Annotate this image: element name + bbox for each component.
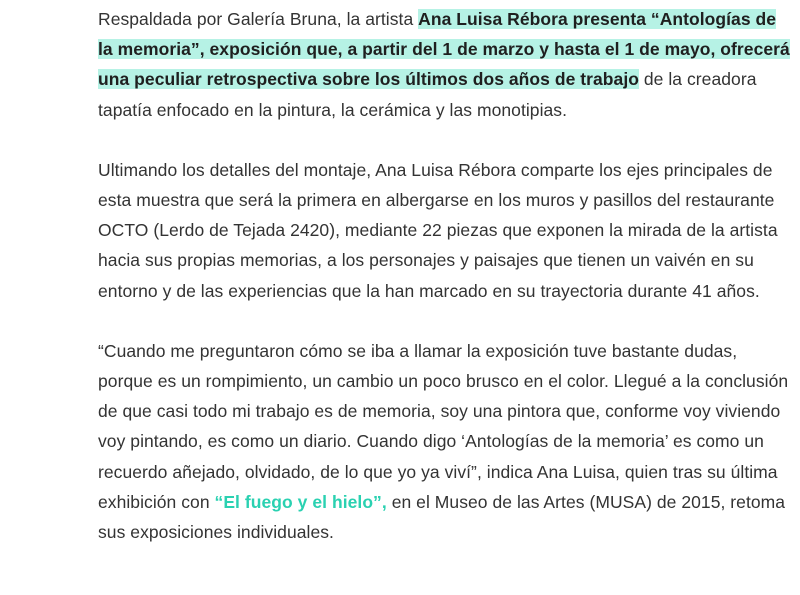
highlighted-text: Ana Luisa Rébora presenta “Antologías de la memoria”, exposición que, a partir del 1 de marzo y hasta el 1 de mayo, ofrecerá una peculiar retrospectiva sobre los últimos dos años de trabajo: [98, 9, 790, 90]
paragraph-montaje: Ultimando los detalles del montaje, Ana Luisa Rébora comparte los ejes principales de esta muestra que será la primera en albergarse en los muros y pasillos del restaurante OCTO (Lerdo de Tejada 2420), mediante 22 piezas que exponen la mirada de la artista hacia sus propias memorias, a los personajes y paisajes que tienen un vaivén en su entorno y de las experiencias que la han marcado en su trayectoria durante 41 años.: [98, 159, 778, 301]
quote-text-end: en el Museo de las Artes (MUSA) de 2015, retoma sus exposiciones individuales.: [98, 491, 786, 543]
intro-text-start: Respaldada por Galería Bruna, la artista: [98, 9, 419, 29]
quote-text-start: “Cuando me preguntaron cómo se iba a llamar la exposición tuve bastante dudas, porque es un rompimiento, un cambio un poco brusco en el color. Llegué a la conclusión de que casi todo mi trabajo es de memoria, soy una pintora que, conforme voy viviendo voy pintando, es como un diario. Cuando digo ‘Antologías de la memoria’ es como un recuerdo añejado, olvidado, de lo que yo ya viví”, indica Ana Luisa, quien tras su última exhibición con: [98, 340, 789, 512]
intro-text-end: de la creadora tapatía enfocado en la pintura, la cerámica y las monotipias.: [98, 69, 757, 120]
paragraph-quote: [98, 336, 794, 547]
article-body: [98, 4, 794, 577]
paragraph-intro: [98, 4, 794, 125]
el-fuego-y-el-hielo-link[interactable]: “El fuego y el hielo”,: [214, 491, 387, 512]
